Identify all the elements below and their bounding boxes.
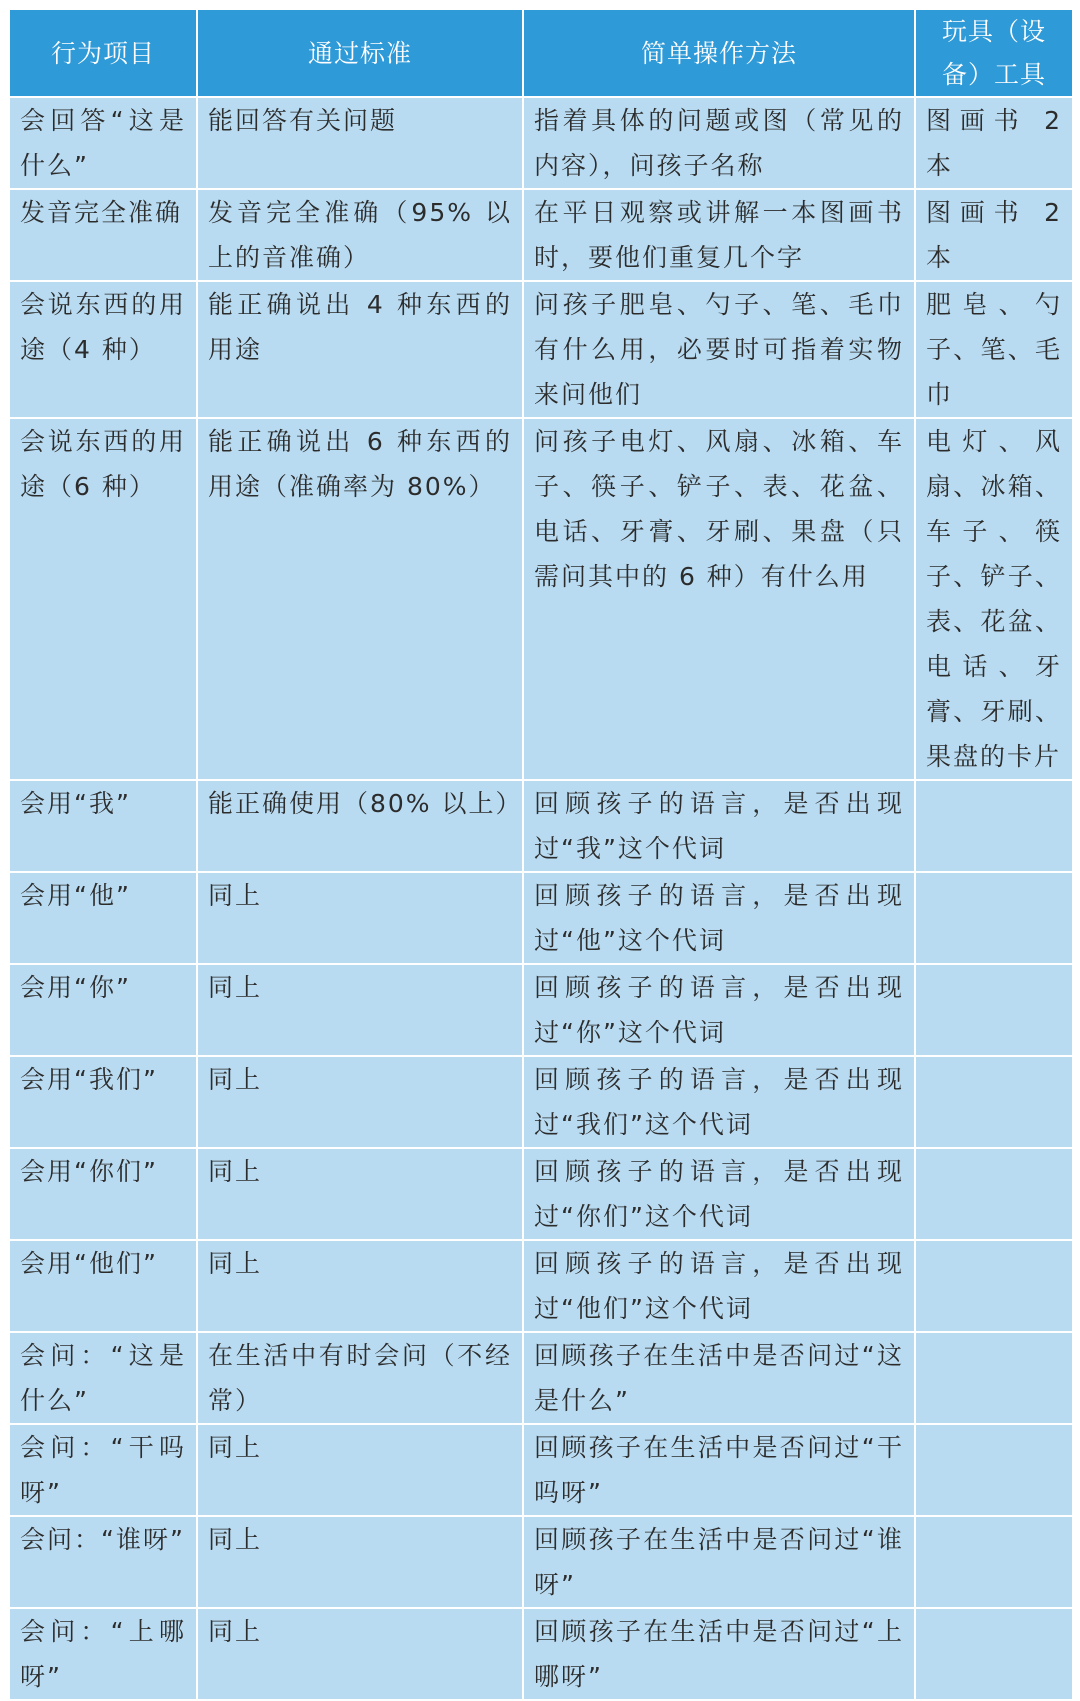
cell-pass-standard: 能正确说出 4 种东西的用途	[197, 281, 523, 418]
table-row	[9, 97, 1073, 189]
table-row	[9, 418, 1073, 780]
cell-pass-standard: 同上	[197, 1608, 523, 1700]
cell-operation-method: 在平日观察或讲解一本图画书时，要他们重复几个字	[523, 189, 915, 281]
cell-behavior-item: 会问：“干吗呀”	[9, 1424, 197, 1516]
cell-behavior-item: 会用“他们”	[9, 1240, 197, 1332]
cell-pass-standard: 发音完全准确（95% 以上的音准确）	[197, 189, 523, 281]
cell-operation-method: 指着具体的问题或图（常见的内容），问孩子名称	[523, 97, 915, 189]
cell-behavior-item: 会问：“这是什么”	[9, 1332, 197, 1424]
cell-toy-tools	[915, 1056, 1073, 1148]
cell-pass-standard: 在生活中有时会问（不经常）	[197, 1332, 523, 1424]
cell-pass-standard: 能正确使用（80% 以上）	[197, 780, 523, 872]
cell-behavior-item: 会说东西的用途（6 种）	[9, 418, 197, 780]
assessment-table-container	[8, 8, 1072, 1701]
cell-pass-standard: 能回答有关问题	[197, 97, 523, 189]
header-behavior-item: 行为项目	[9, 9, 197, 97]
cell-pass-standard: 同上	[197, 1240, 523, 1332]
table-row	[9, 1056, 1073, 1148]
table-row	[9, 1240, 1073, 1332]
cell-operation-method: 回顾孩子在生活中是否问过“上哪呀”	[523, 1608, 915, 1700]
table-row	[9, 1516, 1073, 1608]
cell-toy-tools	[915, 1424, 1073, 1516]
cell-operation-method: 回顾孩子在生活中是否问过“干吗呀”	[523, 1424, 915, 1516]
cell-toy-tools	[915, 1608, 1073, 1700]
cell-toy-tools: 图画书 2 本	[915, 189, 1073, 281]
cell-pass-standard: 同上	[197, 1148, 523, 1240]
cell-operation-method: 回顾孩子的语言，是否出现过“我”这个代词	[523, 780, 915, 872]
cell-pass-standard: 同上	[197, 1424, 523, 1516]
cell-toy-tools: 肥皂、勺子、笔、毛巾	[915, 281, 1073, 418]
cell-operation-method: 回顾孩子的语言，是否出现过“他”这个代词	[523, 872, 915, 964]
cell-behavior-item: 会回答“这是什么”	[9, 97, 197, 189]
cell-toy-tools	[915, 872, 1073, 964]
header-operation-method: 简单操作方法	[523, 9, 915, 97]
cell-toy-tools	[915, 780, 1073, 872]
table-header-row	[9, 9, 1073, 97]
cell-operation-method: 回顾孩子在生活中是否问过“这是什么”	[523, 1332, 915, 1424]
cell-pass-standard: 同上	[197, 872, 523, 964]
table-row	[9, 281, 1073, 418]
table-row	[9, 1148, 1073, 1240]
cell-toy-tools	[915, 1148, 1073, 1240]
cell-toy-tools: 图画书 2 本	[915, 97, 1073, 189]
cell-operation-method: 回顾孩子的语言，是否出现过“你们”这个代词	[523, 1148, 915, 1240]
cell-operation-method: 回顾孩子的语言，是否出现过“你”这个代词	[523, 964, 915, 1056]
cell-operation-method: 问孩子肥皂、勺子、笔、毛巾有什么用，必要时可指着实物来问他们	[523, 281, 915, 418]
cell-toy-tools	[915, 964, 1073, 1056]
cell-behavior-item: 会说东西的用途（4 种）	[9, 281, 197, 418]
cell-pass-standard: 能正确说出 6 种东西的用途（准确率为 80%）	[197, 418, 523, 780]
assessment-table	[8, 8, 1074, 1701]
header-pass-standard: 通过标准	[197, 9, 523, 97]
cell-toy-tools: 电灯、风扇、冰箱、车子、筷子、铲子、表、花盆、电话、牙膏、牙刷、果盘的卡片	[915, 418, 1073, 780]
cell-behavior-item: 会用“我”	[9, 780, 197, 872]
cell-pass-standard: 同上	[197, 1056, 523, 1148]
cell-behavior-item: 会用“你们”	[9, 1148, 197, 1240]
cell-behavior-item: 会问：“谁呀”	[9, 1516, 197, 1608]
cell-behavior-item: 会用“你”	[9, 964, 197, 1056]
table-row	[9, 189, 1073, 281]
table-row	[9, 1424, 1073, 1516]
table-row	[9, 964, 1073, 1056]
table-row	[9, 780, 1073, 872]
cell-behavior-item: 会用“他”	[9, 872, 197, 964]
cell-behavior-item: 会问：“上哪呀”	[9, 1608, 197, 1700]
table-row	[9, 1332, 1073, 1424]
cell-toy-tools	[915, 1332, 1073, 1424]
cell-pass-standard: 同上	[197, 964, 523, 1056]
cell-toy-tools	[915, 1516, 1073, 1608]
cell-pass-standard: 同上	[197, 1516, 523, 1608]
cell-operation-method: 回顾孩子在生活中是否问过“谁呀”	[523, 1516, 915, 1608]
cell-behavior-item: 会用“我们”	[9, 1056, 197, 1148]
cell-operation-method: 问孩子电灯、风扇、冰箱、车子、筷子、铲子、表、花盆、电话、牙膏、牙刷、果盘（只需问其中的 6 种）有什么用	[523, 418, 915, 780]
cell-operation-method: 回顾孩子的语言，是否出现过“我们”这个代词	[523, 1056, 915, 1148]
header-toy-tools: 玩具（设备）工具	[915, 9, 1073, 97]
cell-toy-tools	[915, 1240, 1073, 1332]
cell-operation-method: 回顾孩子的语言，是否出现过“他们”这个代词	[523, 1240, 915, 1332]
table-row	[9, 872, 1073, 964]
cell-behavior-item: 发音完全准确	[9, 189, 197, 281]
table-row	[9, 1608, 1073, 1700]
